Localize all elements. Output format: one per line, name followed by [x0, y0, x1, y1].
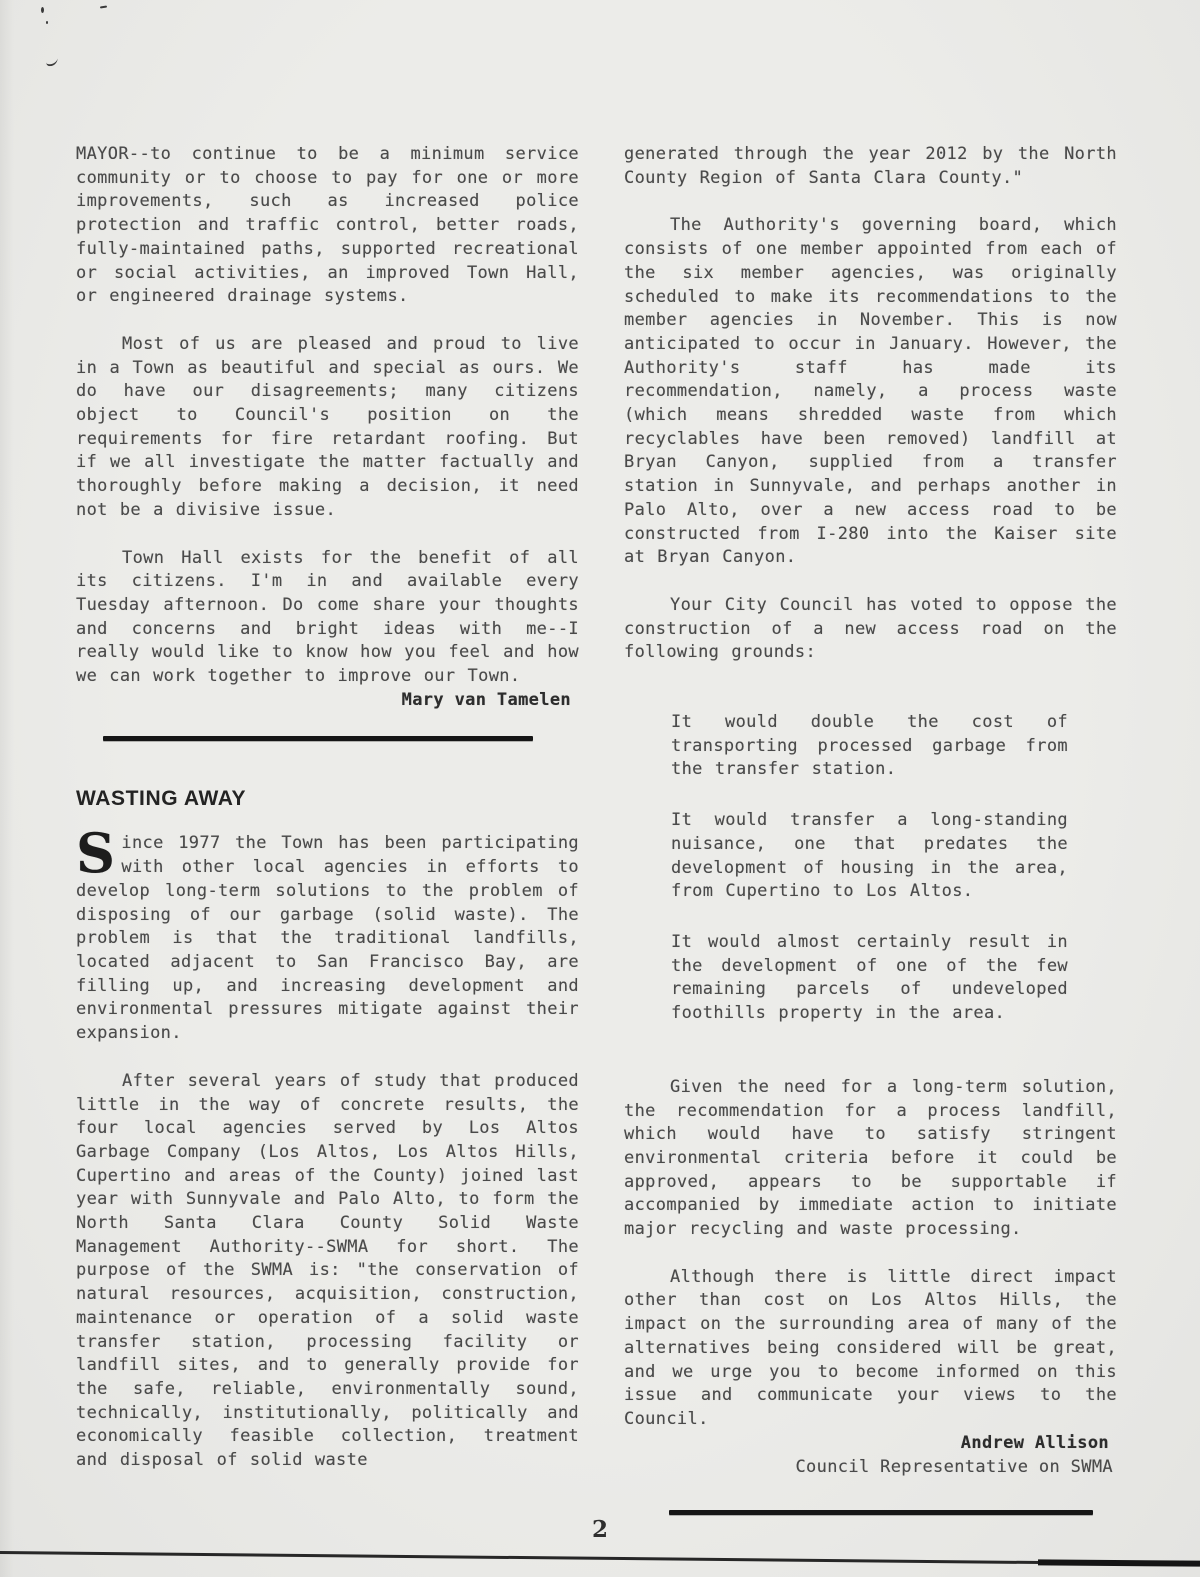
ground-item: It would double the cost of transporting processed garbage from the transfer station. [671, 712, 1068, 780]
page-edge-shadow-corner [1038, 1559, 1200, 1566]
dropcap-paragraph-text: ince 1977 the Town has been participating with other local agencies in efforts to develop long-term solutions to the problem of disposing of our garbage (solid waste). The problem is that the traditional landfills, located adjacent to San Francisco Bay, are filling up, and increasing development and environmental pressures mitigate against their expansion. [76, 833, 579, 1044]
ground-item: It would transfer a long-standing nuisance, one that predates the development of housing in the area, from Cupertino to Los Altos. [671, 810, 1068, 902]
ink-speck [41, 7, 44, 13]
opposition-grounds-list [624, 711, 1117, 1026]
wasting-away-paragraph: After several years of study that produced little in the way of concrete results, the four local agencies served by Los Altos Garbage Company (Los Altos, Los Altos Hills, Cupertino and areas of the County) joined last year with Sunnyvale and Palo Alto, to form the North Santa Clara County Solid Waste Management Authority--SWMA for short. The purpose of the SWMA is: "the conservation of natural resources, acquisition, construction, maintenance or operation of a solid waste transfer station, processing facility or landfill sites, and to generally provide for the safe, reliable, environmentally sound, technically, institutionally, politically and economically feasible collection, treatment and disposal of solid waste [76, 1070, 579, 1471]
signature-andrew-allison: Andrew Allison [960, 1432, 1109, 1453]
ink-speck [46, 21, 48, 24]
continuation-paragraph: generated through the year 2012 by the North County Region of Santa Clara County." [624, 144, 1117, 188]
ink-speck [100, 6, 107, 9]
signature-title-swma: Council Representative on SWMA [795, 1457, 1113, 1478]
mayor-paragraph: Most of us are pleased and proud to live in a Town as beautiful and special as ours. We do have our disagreements; many citizens object to Council's position on the requirements for fire retardant roofing. But if we all investigate the matter factually and thoroughly before making a decision, it need not be a divisive issue. [76, 333, 579, 520]
right-column [624, 143, 1117, 1515]
section-heading-wasting-away: WASTING AWAY [76, 787, 247, 811]
page-number: 2 [591, 1516, 608, 1543]
signature-mary-van-tamelen: Mary van Tamelen [401, 689, 571, 710]
wasting-away-paragraph-dropcap [76, 821, 579, 1045]
section-divider-rule [103, 736, 533, 741]
mayor-paragraph-continuation: MAYOR--to continue to be a minimum service community or to choose to pay for one or more improvements, such as increased police protection and traffic control, better roads, fully-maintained paths, supported recreational or social activities, an improved Town Hall, or engineered drainage systems. [76, 144, 579, 307]
authority-board-paragraph: The Authority's governing board, which consists of one member appointed from each of the six member agencies, was originally scheduled to make its recommendations to the member agencies in November. This is now anticipated to occur in January. However, the Authority's staff has made its recommendation, namely, a process waste (which means shredded waste from which recyclables have been removed) landfill at Bryan Canyon, supplied from a transfer station in Sunnyvale, and perhaps another in Palo Alto, over a new access road to be constructed from I-280 into the Kaiser site at Bryan Canyon. [624, 215, 1117, 568]
page-edge-shadow [0, 1551, 1200, 1566]
pen-squiggle-mark [46, 57, 59, 66]
mayor-paragraph: Town Hall exists for the benefit of all its citizens. I'm in and available every Tuesday afternoon. Do come share your thoughts and concerns and bright ideas with me--I really would like to know how you feel and how we can work together to improve our Town. [76, 547, 579, 687]
long-term-solution-paragraph: Given the need for a long-term solution, the recommendation for a process landfill, which would have to satisfy stringent environmental criteria before it could be approved, appears to be supportable if accompanied by immediate action to initiate major recycling and waste processing. [624, 1076, 1117, 1240]
ground-item: It would almost certainly result in the development of one of the few remaining parcels of undeveloped foothills property in the area. [671, 931, 1068, 1024]
drop-cap-letter: S [76, 821, 116, 886]
impact-paragraph: Although there is little direct impact other than cost on Los Altos Hills, the impact on the surrounding area of many of the alternatives being considered will be great, and we urge you to become informed on this issue and communicate your views to the Council. [624, 1266, 1117, 1429]
left-column [76, 143, 579, 1473]
end-of-article-rule [669, 1510, 1093, 1515]
council-vote-paragraph: Your City Council has voted to oppose the construction of a new access road on the following grounds: [624, 594, 1117, 663]
